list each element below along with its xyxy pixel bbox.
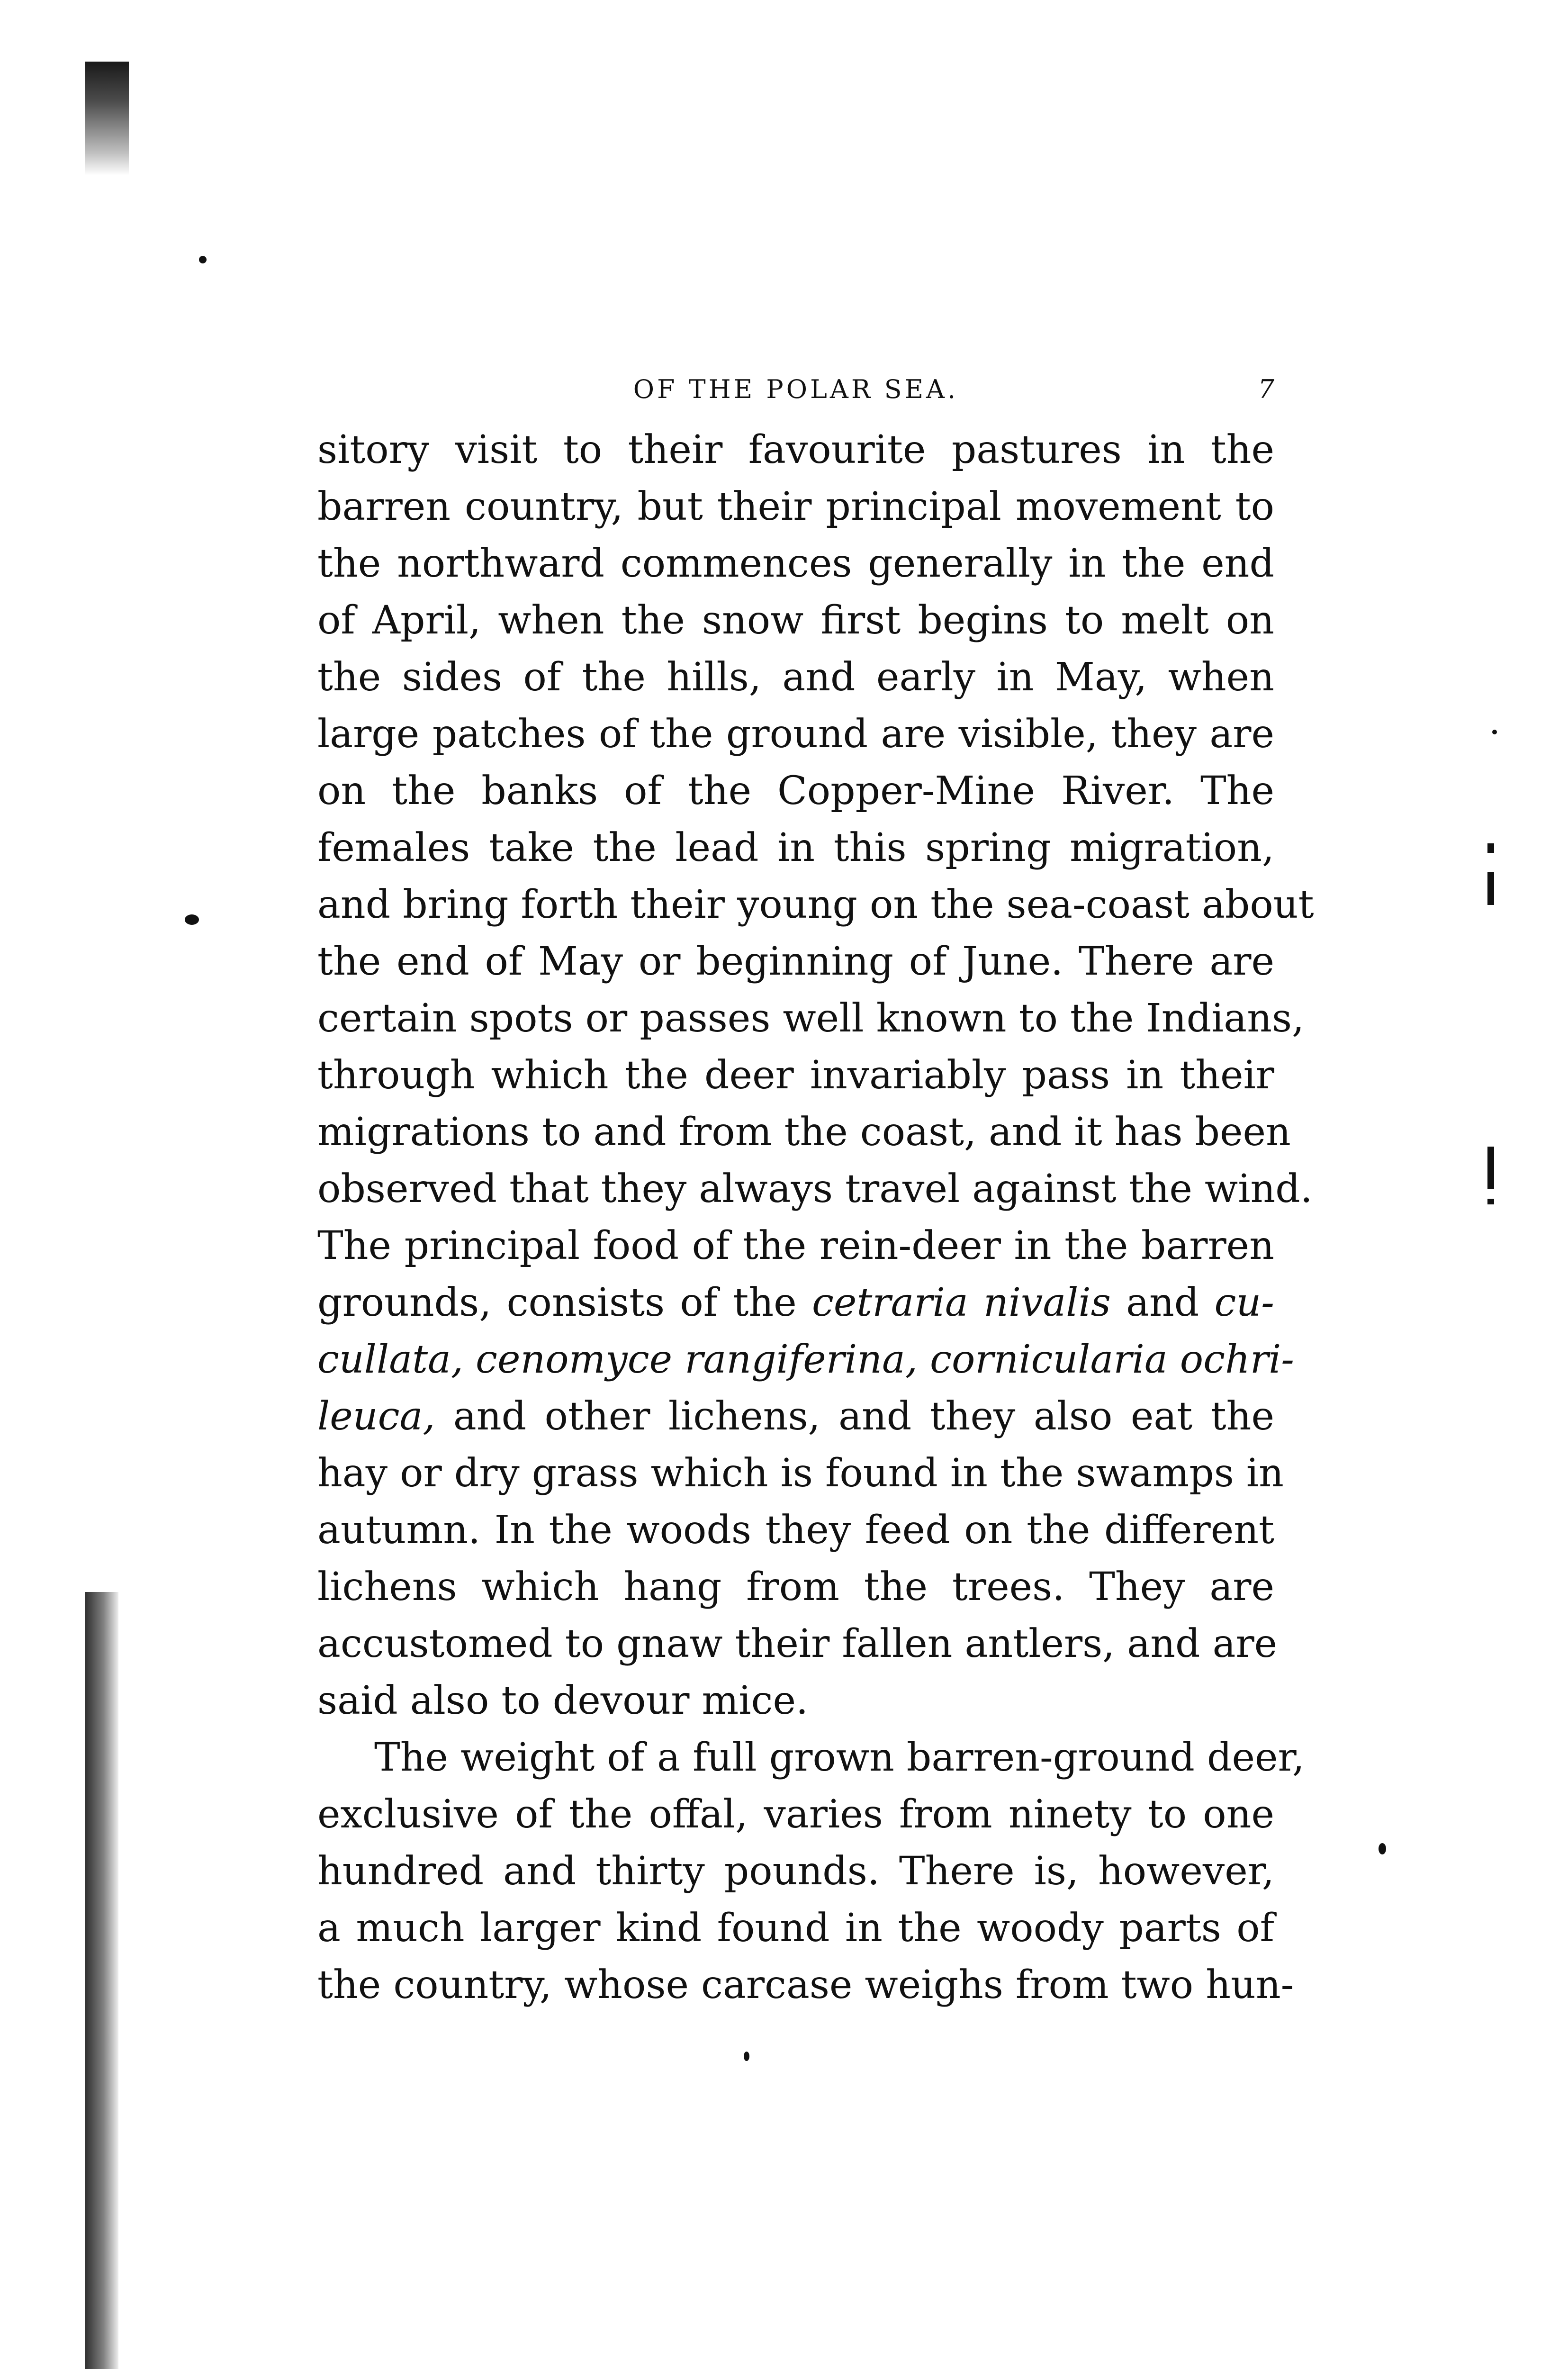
text-line: migrations to and from the coast, and it has been [317, 1110, 1291, 1155]
text-line: the country, whose carcase weighs from two hun- [317, 1962, 1294, 2007]
text-line: females take the lead in this spring migration, [317, 825, 1274, 870]
body-text [317, 422, 1314, 2014]
scan-mark [1487, 843, 1494, 853]
text-line: observed that they always travel against the wind. [317, 1166, 1313, 1212]
scan-shadow-binding [85, 1592, 118, 2369]
running-head [317, 374, 1274, 417]
text-run: and other lichens, and they also eat the [435, 1394, 1274, 1439]
species-name: cetraria nivalis [811, 1280, 1111, 1325]
text-line: hay or dry grass which is found in the swamps in [317, 1451, 1284, 1496]
ink-speck [199, 256, 207, 263]
text-line: large patches of the ground are visible, they are [317, 712, 1274, 757]
scan-mark [1487, 1199, 1494, 1204]
text-line: of April, when the snow first begins to melt on [317, 598, 1274, 643]
text-line: autumn. In the woods they feed on the different [317, 1508, 1274, 1553]
text-line: said also to devour mice. [317, 1678, 809, 1723]
text-line: a much larger kind found in the woody parts of [317, 1906, 1274, 1951]
running-title: OF THE POLAR SEA. [633, 374, 959, 404]
scan-shadow-top [85, 62, 129, 175]
ink-speck [1379, 1843, 1386, 1854]
scan-mark [1487, 1147, 1494, 1189]
text-line: on the banks of the Copper-Mine River. The [317, 769, 1274, 814]
ink-speck [744, 2052, 749, 2061]
species-list-line: cullata, cenomyce rangiferina, cornicularia ochri- [317, 1337, 1295, 1382]
page-number: 7 [1258, 374, 1274, 404]
text-line: through which the deer invariably pass in their [317, 1053, 1274, 1098]
text-line: hundred and thirty pounds. There is, however, [317, 1849, 1274, 1894]
text-line: exclusive of the offal, varies from ninety to one [317, 1792, 1274, 1837]
scan-mark [1487, 872, 1494, 905]
text-line: sitory visit to their favourite pastures in the [317, 427, 1274, 472]
text-run: and [1110, 1280, 1215, 1325]
species-name: leuca, [317, 1394, 435, 1439]
text-line: and bring forth their young on the sea-coast about [317, 882, 1314, 927]
text-line: barren country, but their principal movement to [317, 484, 1274, 529]
text-line: certain spots or passes well known to the Indians, [317, 996, 1305, 1041]
text-line [317, 1388, 1274, 1445]
text-line: the end of May or beginning of June. There are [317, 939, 1274, 984]
text-line: lichens which hang from the trees. They are [317, 1564, 1274, 1609]
species-name: cu- [1214, 1280, 1274, 1325]
text-line: the sides of the hills, and early in May, when [317, 655, 1274, 700]
text-run: grounds, consists of the [317, 1280, 812, 1325]
text-line: accustomed to gnaw their fallen antlers, and are [317, 1621, 1278, 1666]
text-line: the northward commences generally in the end [317, 541, 1274, 586]
text-line: The principal food of the rein-deer in the barren [317, 1223, 1274, 1268]
paragraph-start-line: The weight of a full grown barren-ground deer, [374, 1735, 1305, 1780]
ink-speck [1492, 730, 1497, 734]
ink-speck [185, 914, 199, 925]
text-line [317, 1275, 1274, 1331]
